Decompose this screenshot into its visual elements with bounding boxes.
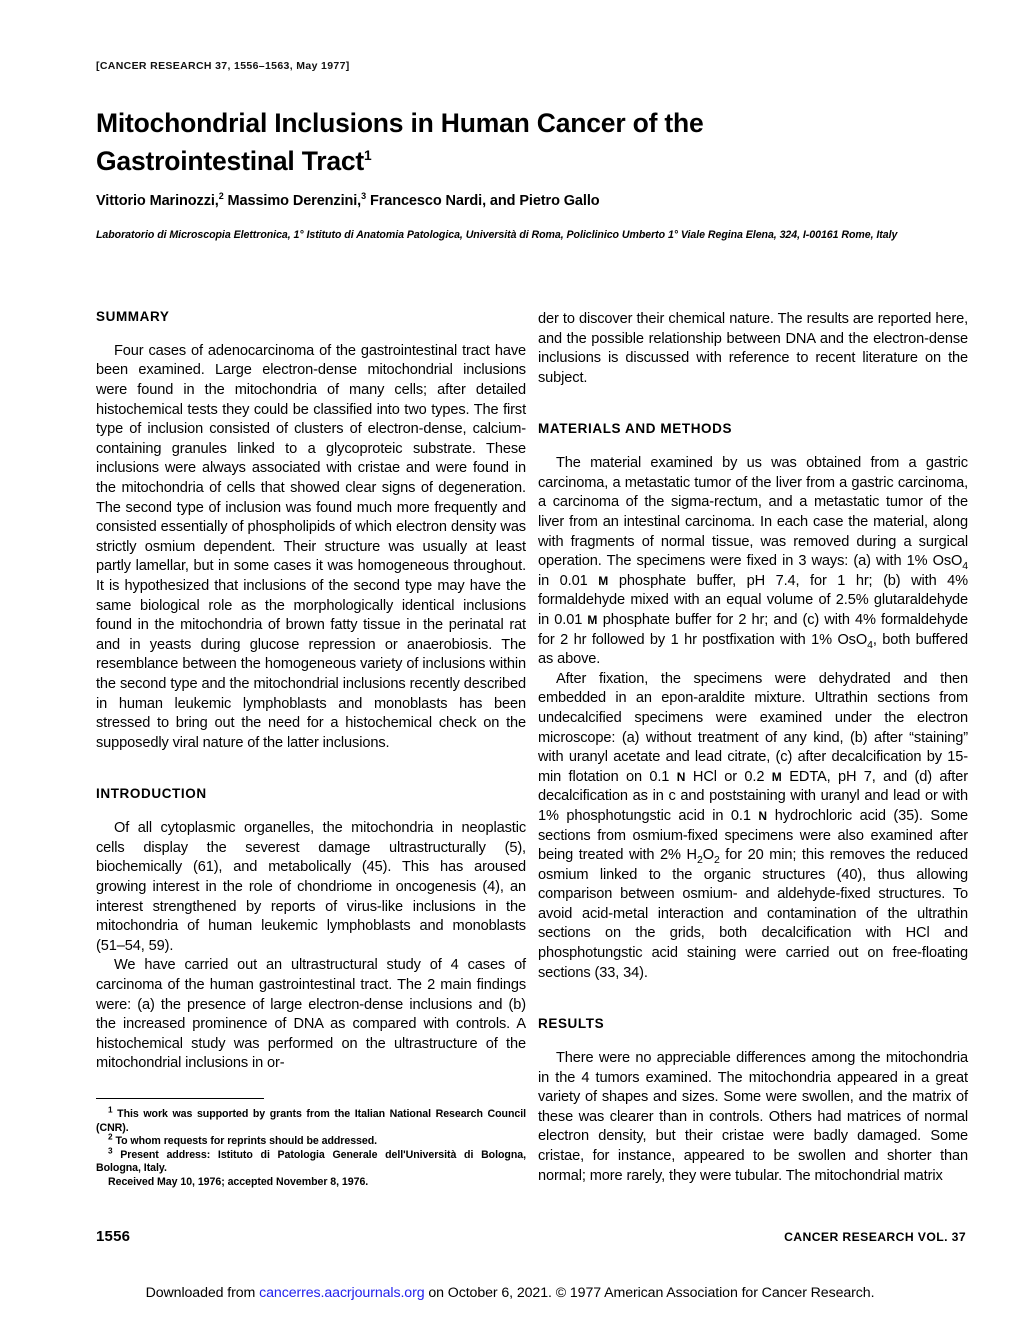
footnote-1-text: This work was supported by grants from the Italian National Research Council (CNR). <box>96 1108 526 1134</box>
materials-p1-seg-d: phosphate buffer for 2 hr; and (c) with 4% formaldehyde for 2 hr followed by 1 hr postfixation with 1% OsO <box>538 611 968 648</box>
title-line-2: Gastrointestinal Tract <box>96 145 365 176</box>
title-line-1: Mitochondrial Inclusions in Human Cancer of the <box>96 107 704 138</box>
materials-p2-seg-f: for 20 min; this removes the reduced osmium linked to the organic structures (40), thus allowing comparison between osmium- and aldehyde-fixed structures. To avoid acid-metal interaction and contamination of the ultrathin sections on the grids, both decalcification with HCl and phosphotungstic acid staining were carried out on free-floating sections (33, 34). <box>538 847 968 981</box>
introduction-paragraph-2: We have carried out an ultrastructural study of 4 cases of carcinoma of the human gastrointestinal tract. The 2 main findings were: (a) the presence of large electron-dense inclusions and (b) the increased prominence of DNA as compared with controls. A histochemical study was performed on the ultrastructure of the mitochondrial inclusions in or- <box>96 957 526 1072</box>
left-column <box>96 310 526 1074</box>
smallcaps-molar-1: M <box>598 573 609 588</box>
footnote-3-text: Present address: Istituto di Patologia Generale dell'Università di Bologna, Bologna, Italy. <box>96 1148 526 1175</box>
smallcaps-molar-3: M <box>771 769 782 784</box>
heading-results: RESULTS <box>538 1016 605 1032</box>
author-affiliation: Laboratorio di Microscopia Elettronica, 1° Istituto di Anatomia Patologica, Università di Roma, Policlinico Umberto 1° Viale Regina Elena, 324, I-00161 Rome, Italy <box>96 229 898 241</box>
smallcaps-normal-2: N <box>758 808 768 823</box>
footnote-marker-3: 3 <box>108 1146 113 1156</box>
journal-volume-footer: CANCER RESEARCH VOL. 37 <box>784 1230 966 1244</box>
introduction-paragraph-1: Of all cytoplasmic organelles, the mitochondria in neoplastic cells display the severest damage ultrastructurally (5), biochemically (61), and metabolically (45). This has aroused growing interest in the role of chondriome in oncogenesis (4), an interest strengthened by reports of virus-like inclusions in the mitochondria of human leukemic lymphoblasts and monoblasts (51–54, 59). <box>96 820 526 954</box>
footnote-received-date: Received May 10, 1976; accepted November 8, 1976. <box>108 1175 369 1188</box>
footnote-2-text: To whom requests for reprints should be addressed. <box>115 1135 378 1148</box>
footnote-3 <box>96 1146 526 1176</box>
summary-paragraph: Four cases of adenocarcinoma of the gastrointestinal tract have been examined. Large electron-dense mitochondrial inclusions were found in the mitochondria of many cells; after detailed histochemical tests they could be classified into two types. The first type of inclusion consisted of clusters of electron-dense, calcium-containing granules linked to a glycoproteic substrate. These inclusions were always associated with cristae and were found in the mitochondria of cells that showed clear signs of degeneration. The second type of inclusion was found much more frequently and consisted essentially of phospholipids of which electron density was strictly osmium dependent. Their structure was usually at least partly lamellar, but in some cases it was homogeneous throughout. It is hypothesized that inclusions of the second type may have the same biological role as the morphologically identical inclusions found in the mitochondria of brown fatty tissue in the perinatal rat and in yeasts during glucose repression or anaerobiosis. The resemblance between the homogeneous variety of inclusions within the second type and the mitochondrial inclusions recently described in human leukemic lymphoblasts and monoblasts has been stressed to bring out the need for a histochemical check on the supposedly viral nature of the latter inclusions. <box>96 342 526 751</box>
introduction-continuation: der to discover their chemical nature. The results are reported here, and the possible relationship between DNA and the electron-dense inclusions is discussed with reference to recent literature on the subject. <box>538 311 968 386</box>
smallcaps-molar-2: M <box>587 612 598 627</box>
results-paragraph-1: There were no appreciable differences among the mitochondria in the 4 tumors examined. The mitochondria appeared in a great variety of shapes and sizes. Some were swollen, and the matrix of these was clearer than in controls. Others had matrices of normal electron density, but their cristae were badly damaged. Some cristae, for instance, appeared to be swollen and shorter than normal; more rarely, they were tubular. The mitochondrial matrix <box>538 1050 968 1184</box>
materials-paragraph-2 <box>538 670 968 984</box>
footnote-marker-2: 2 <box>108 1132 113 1142</box>
subscript-o2: 2 <box>713 854 720 866</box>
materials-paragraph-1 <box>538 454 968 670</box>
heading-materials-and-methods: MATERIALS AND METHODS <box>538 421 733 437</box>
page-number: 1556 <box>96 1228 131 1245</box>
materials-p2-seg-e: O <box>702 847 714 864</box>
download-watermark <box>0 1283 1020 1303</box>
materials-p2-seg-d: hydrochloric acid (35). Some sections from osmium-fixed specimens were also examined after being treated with 2% H <box>538 807 968 864</box>
materials-p2-seg-c: EDTA, pH 7, and (d) after decalcification as in c and poststaining with uranyl and lead or with 1% phosphotungstic acid in 0.1 <box>538 768 968 824</box>
title-footnote-marker: 1 <box>364 147 372 163</box>
materials-p1-seg-e: , both buffered as above. <box>538 631 968 668</box>
materials-p2-seg-a: After fixation, the specimens were dehydrated and then embedded in an epon-araldite mixture. Ultrathin sections from undecalcified specimens were examined under the electron microscope: (a) without treatment of any kind, (b) after “staining” with uranyl acetate and lead citrate, (c) after decalcification by 15-min flotation on 0.1 <box>538 670 968 785</box>
running-head: [CANCER RESEARCH 37, 1556–1563, May 1977] <box>96 60 350 72</box>
page-title <box>96 104 796 180</box>
download-prefix: Downloaded from <box>145 1285 260 1301</box>
footnote-block <box>96 1098 526 1190</box>
heading-introduction: INTRODUCTION <box>96 786 207 802</box>
download-suffix: on October 6, 2021. © 1977 American Association for Cancer Research. <box>424 1285 875 1301</box>
footnote-marker-1: 1 <box>108 1105 113 1115</box>
author-footnote-marker-3: 3 <box>361 191 367 202</box>
subscript-oso4-second: 4 <box>867 638 873 651</box>
author-footnote-marker-2: 2 <box>218 191 224 202</box>
materials-p2-seg-b: HCl or 0.2 <box>685 768 772 785</box>
footnote-divider <box>96 1098 264 1099</box>
author-list: Vittorio Marinozzi,$^2$ Massimo Derenzini,$^3$ Francesco Nardi, and Pietro Gallo <box>96 191 600 209</box>
footnote-1 <box>96 1105 526 1135</box>
heading-summary: SUMMARY <box>96 309 170 324</box>
subscript-h2: 2 <box>696 854 703 866</box>
footnote-2 <box>96 1132 526 1149</box>
smallcaps-normal-1: N <box>676 769 686 784</box>
right-column <box>538 310 968 1186</box>
subscript-oso4-first: 4 <box>962 560 968 573</box>
materials-p1-seg-b: in 0.01 <box>538 572 599 589</box>
journal-url-link[interactable]: cancerres.aacrjournals.org <box>259 1285 425 1301</box>
materials-p1-seg-a: The material examined by us was obtained from a gastric carcinoma, a metastatic tumor of the liver from a gastric carcinoma, a carcinoma of the sigma-rectum, and a metastatic tumor of the liver from an intestinal carcinoma. In each case the material, along with fragments of normal tissue, was removed during a surgical operation. The specimens were fixed in 3 ways: (a) with 1% OsO <box>538 455 968 570</box>
materials-p1-seg-c: phosphate buffer, pH 7.4, for 1 hr; (b) with 4% formaldehyde mixed with an equal volume of 2.5% glutaraldehyde in 0.01 <box>538 572 968 628</box>
